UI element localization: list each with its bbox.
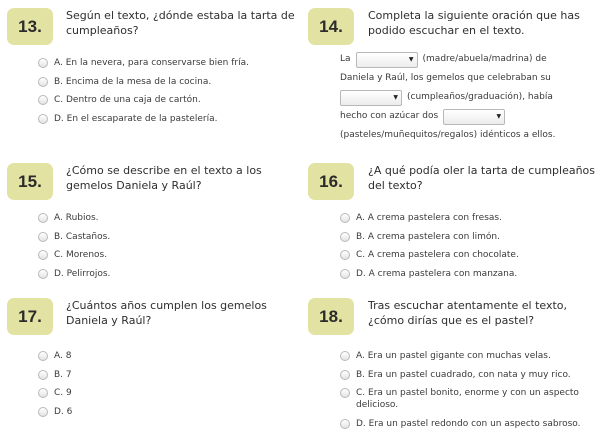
question-text: ¿A qué podía oler la tarta de cumpleaños del texto?: [368, 164, 596, 192]
question-text: ¿Cómo se describe en el texto a los gemelos Daniela y Raúl?: [66, 164, 262, 192]
option-a[interactable]: A. A crema pastelera con fresas.: [340, 212, 519, 224]
option-b[interactable]: B. Encima de la mesa de la cocina.: [38, 76, 249, 88]
option-c[interactable]: C. Era un pastel bonito, enorme y con un aspecto delicioso.: [340, 387, 588, 411]
question-text: ¿Cuántos años cumplen los gemelos Daniela y Raúl?: [66, 299, 267, 327]
radio-button[interactable]: [38, 232, 48, 242]
option-c[interactable]: C. A crema pastelera con chocolate.: [340, 249, 519, 261]
option-b[interactable]: B. A crema pastelera con limón.: [340, 231, 519, 243]
question-text: Completa la siguiente oración que has podido escuchar en el texto.: [368, 9, 580, 37]
dropdown-arrow-icon: ▼: [408, 56, 414, 63]
question-number-badge: 15.: [7, 163, 53, 200]
option-c[interactable]: C. 9: [38, 387, 72, 399]
option-b[interactable]: B. 7: [38, 369, 72, 381]
answer-options: [38, 350, 72, 424]
radio-button[interactable]: [340, 213, 350, 223]
radio-button[interactable]: [340, 370, 350, 380]
question-number-badge: 13.: [7, 8, 53, 45]
radio-button[interactable]: [38, 213, 48, 223]
dropdown-occasion[interactable]: [340, 90, 402, 106]
option-b[interactable]: B. Castaños.: [38, 231, 110, 243]
option-c[interactable]: C. Morenos.: [38, 249, 110, 261]
answer-options: [38, 57, 249, 131]
option-c[interactable]: C. Dentro de una caja de cartón.: [38, 94, 249, 106]
radio-button[interactable]: [38, 250, 48, 260]
radio-button[interactable]: [38, 351, 48, 361]
radio-button[interactable]: [340, 269, 350, 279]
radio-button[interactable]: [340, 232, 350, 242]
question-number-badge: 14.: [308, 8, 354, 45]
dropdown-object[interactable]: [443, 109, 505, 125]
radio-button[interactable]: [340, 250, 350, 260]
option-d[interactable]: D. A crema pastelera con manzana.: [340, 268, 519, 280]
option-d[interactable]: D. 6: [38, 406, 72, 418]
radio-button[interactable]: [38, 269, 48, 279]
answer-options: [340, 350, 588, 436]
radio-button[interactable]: [38, 388, 48, 398]
option-b[interactable]: B. Era un pastel cuadrado, con nata y muy rico.: [340, 369, 588, 381]
option-a[interactable]: A. En la nevera, para conservarse bien fría.: [38, 57, 249, 69]
question-text: Tras escuchar atentamente el texto, ¿cómo dirías que es el pastel?: [368, 299, 568, 327]
answer-options: [38, 212, 110, 286]
answer-options: [340, 212, 519, 286]
option-d[interactable]: D. Era un pastel redondo con un aspecto sabroso.: [340, 418, 588, 430]
radio-button[interactable]: [38, 77, 48, 87]
radio-button[interactable]: [340, 351, 350, 361]
radio-button[interactable]: [38, 114, 48, 124]
option-a[interactable]: A. Rubios.: [38, 212, 110, 224]
radio-button[interactable]: [38, 95, 48, 105]
fill-in-sentence: La ▼ (madre/abuela/madrina) de Daniela y Raúl, los gemelos que celebraban su ▼ (cumpleaños/graduación), había hecho con azúcar dos ▼ (pasteles/muñequitos/regalos) idénticos a ellos.: [340, 50, 555, 145]
option-a[interactable]: A. 8: [38, 350, 72, 362]
question-number-badge: 16.: [308, 163, 354, 200]
radio-button[interactable]: [38, 58, 48, 68]
question-number-badge: 17.: [7, 298, 53, 335]
radio-button[interactable]: [38, 407, 48, 417]
dropdown-arrow-icon: ▼: [393, 94, 398, 101]
question-number-badge: 18.: [308, 298, 354, 335]
option-d[interactable]: D. En el escaparate de la pastelería.: [38, 113, 249, 125]
dropdown-arrow-icon: ▼: [496, 113, 502, 120]
dropdown-relative[interactable]: [356, 52, 418, 68]
question-text: Según el texto, ¿dónde estaba la tarta de cumpleaños?: [66, 9, 295, 37]
option-d[interactable]: D. Pelirrojos.: [38, 268, 110, 280]
radio-button[interactable]: [340, 419, 350, 429]
radio-button[interactable]: [340, 388, 350, 398]
radio-button[interactable]: [38, 370, 48, 380]
option-a[interactable]: A. Era un pastel gigante con muchas velas.: [340, 350, 588, 362]
